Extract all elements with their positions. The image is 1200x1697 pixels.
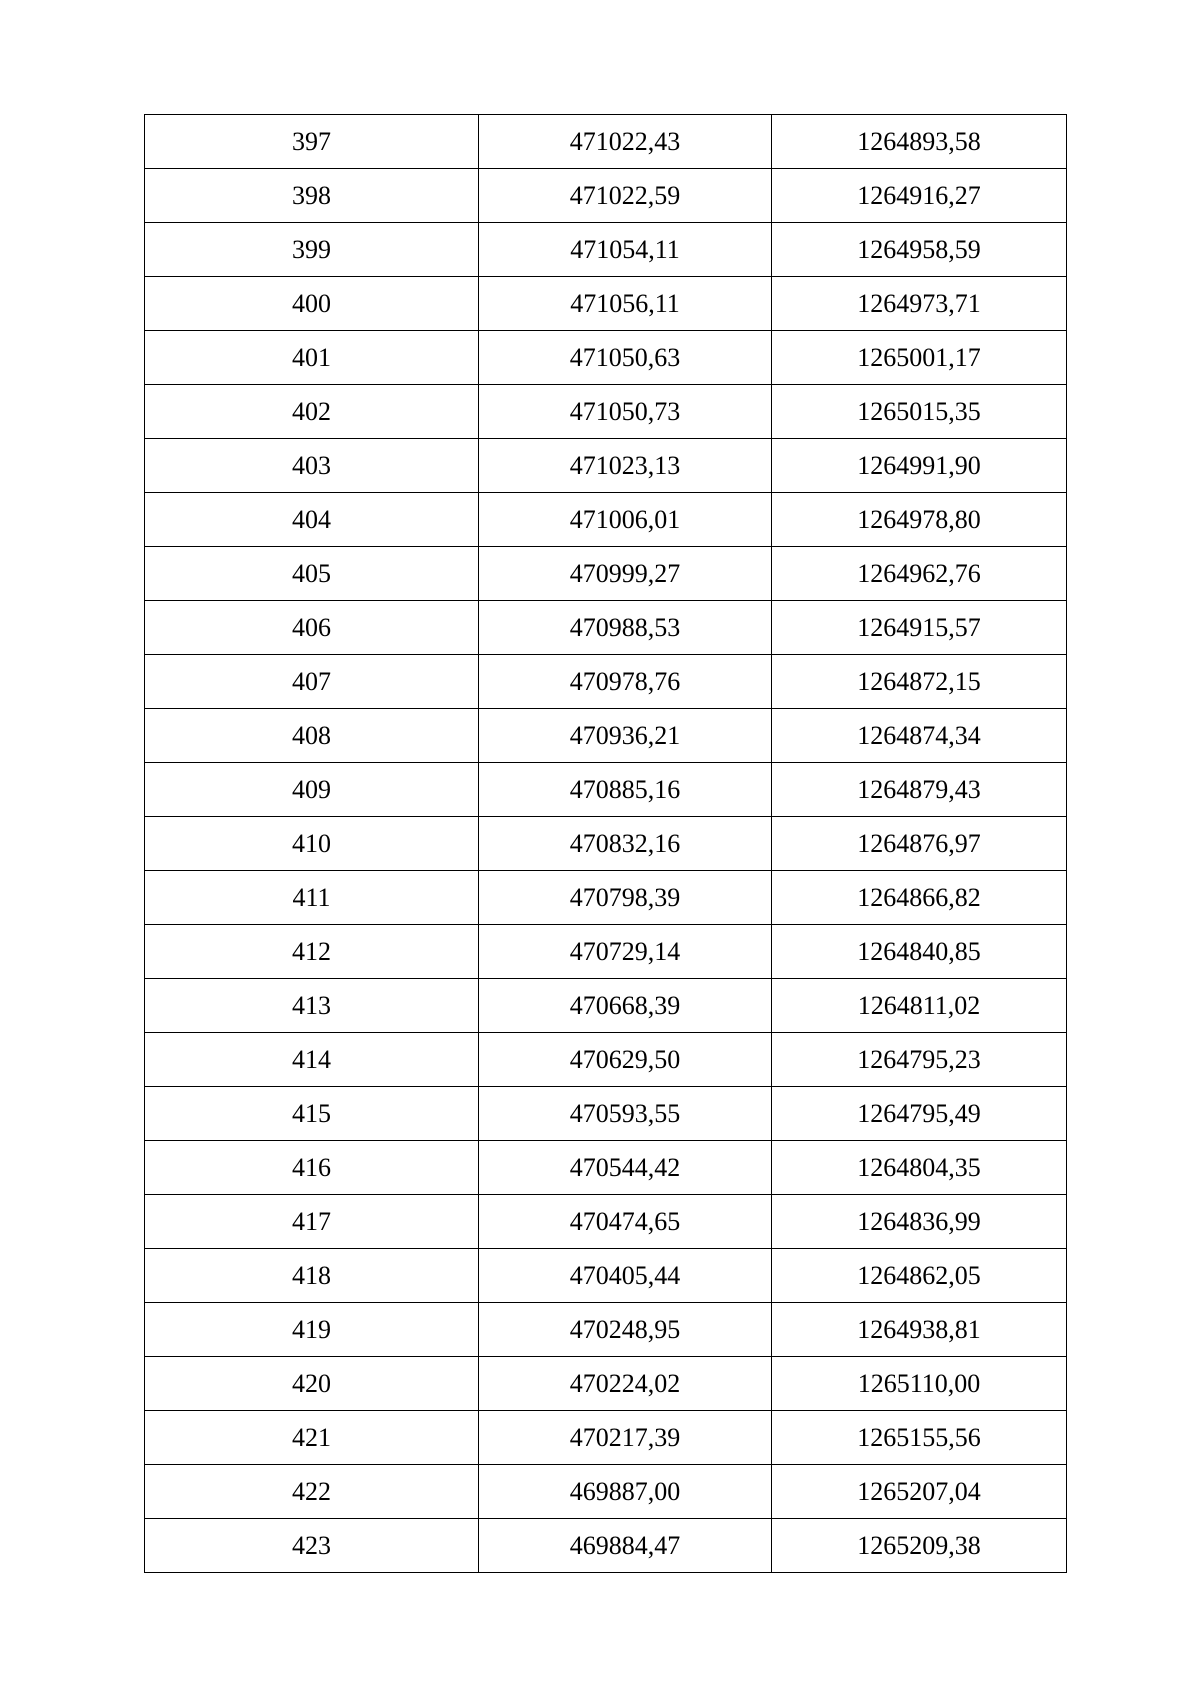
y-coordinate-cell: 1265207,04 [772,1465,1067,1519]
y-coordinate-cell: 1265209,38 [772,1519,1067,1573]
x-coordinate-cell: 470729,14 [479,925,772,979]
x-coordinate-cell: 471022,59 [479,169,772,223]
y-coordinate-cell: 1265155,56 [772,1411,1067,1465]
x-coordinate-cell: 469884,47 [479,1519,772,1573]
point-number-cell: 402 [145,385,479,439]
table-row [145,223,1067,277]
y-coordinate-cell: 1264795,49 [772,1087,1067,1141]
y-coordinate-cell: 1264879,43 [772,763,1067,817]
point-number-cell: 408 [145,709,479,763]
x-coordinate-cell: 471050,73 [479,385,772,439]
point-number-cell: 401 [145,331,479,385]
point-number-cell: 405 [145,547,479,601]
y-coordinate-cell: 1264973,71 [772,277,1067,331]
table-row [145,277,1067,331]
x-coordinate-cell: 471050,63 [479,331,772,385]
table-row [145,1303,1067,1357]
point-number-cell: 415 [145,1087,479,1141]
x-coordinate-cell: 470629,50 [479,1033,772,1087]
point-number-cell: 403 [145,439,479,493]
point-number-cell: 404 [145,493,479,547]
point-number-cell: 420 [145,1357,479,1411]
y-coordinate-cell: 1264978,80 [772,493,1067,547]
table-row [145,1087,1067,1141]
point-number-cell: 419 [145,1303,479,1357]
y-coordinate-cell: 1264991,90 [772,439,1067,493]
point-number-cell: 411 [145,871,479,925]
table-row [145,1249,1067,1303]
x-coordinate-cell: 471023,13 [479,439,772,493]
point-number-cell: 400 [145,277,479,331]
table-row [145,763,1067,817]
x-coordinate-cell: 470668,39 [479,979,772,1033]
table-row [145,871,1067,925]
point-number-cell: 422 [145,1465,479,1519]
y-coordinate-cell: 1264893,58 [772,115,1067,169]
y-coordinate-cell: 1264874,34 [772,709,1067,763]
table-row [145,1195,1067,1249]
x-coordinate-cell: 470474,65 [479,1195,772,1249]
x-coordinate-cell: 471006,01 [479,493,772,547]
table-row [145,169,1067,223]
point-number-cell: 409 [145,763,479,817]
y-coordinate-cell: 1265001,17 [772,331,1067,385]
point-number-cell: 398 [145,169,479,223]
y-coordinate-cell: 1265015,35 [772,385,1067,439]
point-number-cell: 399 [145,223,479,277]
x-coordinate-cell: 471022,43 [479,115,772,169]
point-number-cell: 413 [145,979,479,1033]
y-coordinate-cell: 1264962,76 [772,547,1067,601]
x-coordinate-cell: 470544,42 [479,1141,772,1195]
point-number-cell: 414 [145,1033,479,1087]
y-coordinate-cell: 1264836,99 [772,1195,1067,1249]
point-number-cell: 417 [145,1195,479,1249]
table-row [145,925,1067,979]
x-coordinate-cell: 470832,16 [479,817,772,871]
point-number-cell: 410 [145,817,479,871]
x-coordinate-cell: 470885,16 [479,763,772,817]
x-coordinate-cell: 470988,53 [479,601,772,655]
y-coordinate-cell: 1264958,59 [772,223,1067,277]
point-number-cell: 421 [145,1411,479,1465]
x-coordinate-cell: 470248,95 [479,1303,772,1357]
coordinates-table-body [145,115,1067,1573]
table-row [145,439,1067,493]
y-coordinate-cell: 1264840,85 [772,925,1067,979]
y-coordinate-cell: 1264795,23 [772,1033,1067,1087]
x-coordinate-cell: 471054,11 [479,223,772,277]
x-coordinate-cell: 470798,39 [479,871,772,925]
point-number-cell: 397 [145,115,479,169]
x-coordinate-cell: 470405,44 [479,1249,772,1303]
table-row [145,385,1067,439]
x-coordinate-cell: 470936,21 [479,709,772,763]
table-row [145,1357,1067,1411]
x-coordinate-cell: 471056,11 [479,277,772,331]
x-coordinate-cell: 470593,55 [479,1087,772,1141]
table-row [145,655,1067,709]
table-row [145,493,1067,547]
y-coordinate-cell: 1264804,35 [772,1141,1067,1195]
y-coordinate-cell: 1265110,00 [772,1357,1067,1411]
y-coordinate-cell: 1264862,05 [772,1249,1067,1303]
table-row [145,709,1067,763]
table-row [145,1411,1067,1465]
y-coordinate-cell: 1264915,57 [772,601,1067,655]
point-number-cell: 418 [145,1249,479,1303]
coordinates-table [144,114,1067,1573]
x-coordinate-cell: 470999,27 [479,547,772,601]
table-row [145,1141,1067,1195]
table-row [145,1465,1067,1519]
table-row [145,1033,1067,1087]
y-coordinate-cell: 1264872,15 [772,655,1067,709]
x-coordinate-cell: 470217,39 [479,1411,772,1465]
point-number-cell: 412 [145,925,479,979]
table-row [145,547,1067,601]
y-coordinate-cell: 1264811,02 [772,979,1067,1033]
y-coordinate-cell: 1264938,81 [772,1303,1067,1357]
table-row [145,601,1067,655]
point-number-cell: 406 [145,601,479,655]
y-coordinate-cell: 1264916,27 [772,169,1067,223]
y-coordinate-cell: 1264866,82 [772,871,1067,925]
x-coordinate-cell: 469887,00 [479,1465,772,1519]
point-number-cell: 423 [145,1519,479,1573]
table-row [145,1519,1067,1573]
table-row [145,979,1067,1033]
table-row [145,115,1067,169]
x-coordinate-cell: 470224,02 [479,1357,772,1411]
y-coordinate-cell: 1264876,97 [772,817,1067,871]
x-coordinate-cell: 470978,76 [479,655,772,709]
table-row [145,331,1067,385]
point-number-cell: 407 [145,655,479,709]
point-number-cell: 416 [145,1141,479,1195]
table-row [145,817,1067,871]
